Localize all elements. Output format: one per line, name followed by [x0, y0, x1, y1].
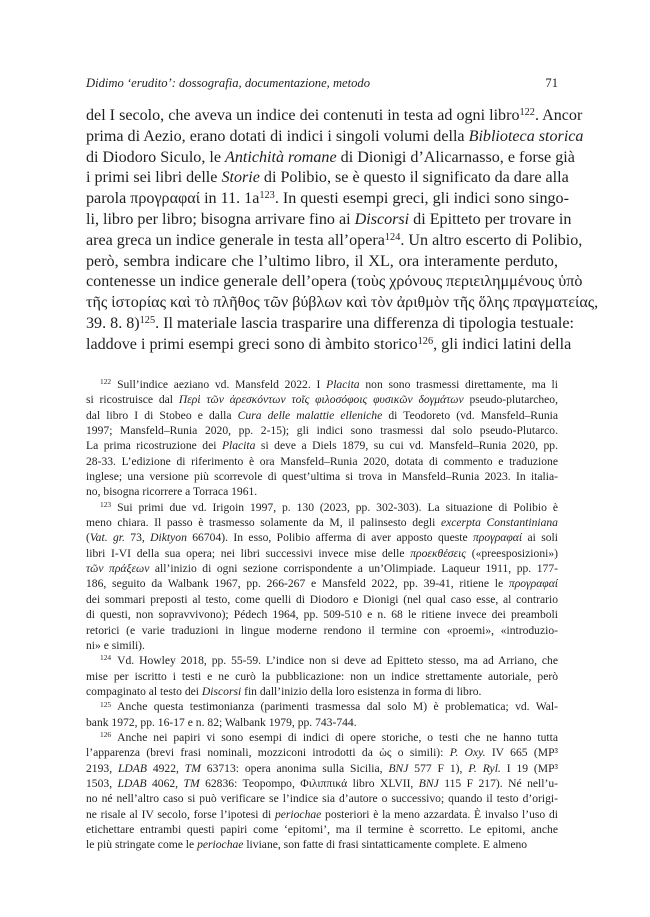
text-run: 2193,: [86, 761, 118, 775]
text-run: («preesposizioni»): [466, 546, 558, 560]
footnote-126: [86, 730, 558, 853]
text-line: [86, 776, 558, 791]
text-run: libri I-VI della sua opera; nei libri successivi invece mise delle: [86, 546, 411, 560]
text-run: compaginato al testo dei: [86, 684, 202, 698]
text-line: [86, 546, 558, 561]
italic-text: excerpta Constantiniana: [440, 516, 558, 530]
text-run: (: [86, 531, 90, 545]
italic-text: Cura delle malattie elleniche: [237, 408, 383, 422]
text-run: 73,: [124, 531, 151, 545]
text-line: [86, 454, 558, 469]
footnote-123: [86, 500, 558, 653]
text-run: , gli indici latini della: [433, 335, 572, 353]
text-run: 39. 8. 8): [86, 314, 140, 332]
footnote-124: [86, 653, 558, 699]
footnote-number: 126: [100, 730, 112, 740]
text-run: laddove i primi esempi greci sono di àmbito storico: [86, 335, 418, 353]
text-run: si ricostruisce dal: [86, 393, 179, 407]
text-run: Anche questa testimonianza (parimenti trasmessa dal solo M) è problematica; vd. Wal-: [117, 700, 558, 714]
text-run: Sui primi due vd. Irigoin 1997, p. 130 (2023, pp. 302-303). La situazione di Polibio è: [117, 500, 558, 514]
italic-text: Vat. gr.: [89, 531, 125, 545]
text-run: Sull’indice aeziano vd. Mansfeld 2022. I: [117, 378, 327, 391]
page-number: 71: [545, 76, 558, 90]
running-head-title: Didimo ‘erudito’: dossografia, documentazione, metodo: [86, 76, 371, 90]
text-run: dal libro I di Stobeo e dalla: [86, 408, 238, 422]
text-run: IV 665 (MP³: [485, 746, 558, 760]
text-run: . Un altro escerto di Polibio,: [400, 231, 583, 249]
italic-text: LDAB: [117, 776, 147, 790]
text-run: 66704). In esso, Polibio afferma di aver apposto queste: [186, 531, 473, 545]
text-run: inglese; una versione più scorrevole di quest’ultima si trova in Mansfeld–Runia 2023. In italia-: [86, 470, 558, 484]
text-run: meno chiara. Il passo è trasmesso solamente da M, il palinsesto degli: [86, 516, 441, 530]
text-run: no, bisogna ricorrere a Torraca 1961.: [86, 485, 258, 499]
text-line: [86, 106, 583, 127]
text-run: no né nell’altro caso si può verificare se l’indice sia d’autore o successivo; quando il testo d’origi-: [86, 792, 558, 806]
footnote-reference: 123: [259, 190, 275, 202]
italic-text: Diktyon: [150, 531, 187, 545]
text-run: Anche nei papiri vi sono esempi di indici di opere storiche, o testi che ne hanno tutta: [117, 730, 558, 744]
italic-text: LDAB: [117, 761, 147, 775]
italic-text: Storie: [221, 169, 260, 187]
text-line: [86, 252, 558, 273]
text-line: [86, 730, 558, 745]
italic-text: προγραφαί: [508, 577, 558, 591]
text-run: fin dall’inizio della loro esistenza in forma di libro.: [241, 684, 482, 698]
text-run: parola προγραφαί in 11. 1a: [86, 190, 260, 208]
text-line: [86, 189, 569, 210]
text-run: area greca un indice generale in testa all’opera: [86, 231, 385, 249]
text-run: . Il materiale lascia trasparire una differenza di tipologia testuale:: [155, 314, 574, 332]
text-run: di Dionigi d’Alicarnasso, e forse già: [336, 148, 575, 166]
text-run: mise per iscritto i testi e ne curò la pubblicazione: non un indice strettamente autoriale, però: [86, 669, 558, 683]
text-line: [86, 561, 558, 576]
italic-text: Biblioteca storica: [468, 127, 584, 145]
text-line: [86, 272, 583, 293]
text-line: [86, 127, 584, 148]
text-run: 115 F 217). Né nell’u-: [438, 776, 558, 790]
text-run: contenesse un indice generale dell’opera (τοὺς χρόνους περιειλημμένους ὑπὸ: [86, 273, 583, 291]
text-line: [86, 761, 558, 776]
text-run: di Diodoro Siculo, le: [86, 148, 226, 166]
italic-text: BNJ: [418, 776, 439, 790]
text-line: [86, 653, 558, 668]
text-line: [86, 469, 558, 484]
footnotes: [86, 377, 558, 853]
text-line: [86, 293, 599, 314]
text-run: però, sembra indicare che l’ultimo libro, il XL, ora interamente perduto,: [86, 252, 558, 270]
footnote-number: 122: [100, 377, 112, 387]
text-line: [86, 715, 558, 730]
text-line: [86, 530, 558, 545]
text-line: [86, 392, 558, 407]
italic-text: Placita: [221, 439, 256, 453]
text-run: La prima ricostruzione dei: [86, 439, 222, 453]
text-line: [86, 500, 558, 515]
text-run: prima di Aezio, erano dotati di indici i singoli volumi della: [86, 127, 469, 145]
text-run: 28-33. L’edizione di riferimento è ora Mansfeld–Runia 2020, dotata di commento e traduzione: [86, 454, 558, 468]
text-line: [86, 745, 558, 760]
text-line: [86, 669, 558, 684]
text-line: [86, 791, 558, 806]
text-run: all’inizio di ogni sezione corrispondente a un’Olimpiade. Laqueur 1911, pp. 177-: [149, 562, 558, 576]
text-run: retorici (e varie traduzioni in lingue moderne rendono il termine con «proemi», «introduzio-: [86, 623, 558, 637]
text-line: [86, 484, 558, 499]
text-line: [86, 210, 572, 231]
text-run: si deve a Diels 1879, su cui vd. Mansfeld–Runia 2020, pp.: [255, 439, 558, 453]
text-run: 1503,: [86, 776, 118, 790]
text-run: di questi, non sopravvivono); Pédech 1964, pp. 509-510 e n. 68 le ritiene invece dei preamboli: [86, 608, 558, 622]
text-run: ne risale al IV secolo, forse l’ipotesi di: [86, 807, 275, 821]
italic-text: TM: [183, 776, 200, 790]
text-line: [86, 423, 558, 438]
text-run: Vd. Howley 2018, pp. 55-59. L’indice non si deve ad Epitteto stesso, ma ad Arriano, che: [117, 654, 558, 668]
text-run: τῆς ἱστορίας καὶ τὸ πλῆθος τῶν βύβλων καὶ τὸν ἀριθμὸν τῆς ὅλης πραγματείας,: [86, 294, 599, 312]
text-run: di Teodoreto (vd. Mansfeld–Runia: [382, 408, 559, 422]
text-run: del I secolo, che aveva un indice dei contenuti in testa ad ogni libro: [86, 107, 520, 124]
text-line: [86, 822, 558, 837]
text-line: [86, 231, 583, 252]
footnote-reference: 125: [139, 314, 156, 326]
text-run: 63713: opera anonima sulla Sicilia,: [200, 761, 389, 775]
text-run: liviane, son fatte di frasi sintatticamente complete. E almeno: [243, 838, 528, 852]
italic-text: P. Ryl.: [468, 761, 501, 775]
text-run: 4062,: [146, 776, 184, 790]
running-head: [86, 76, 558, 96]
italic-text: P. Oxy.: [449, 746, 486, 760]
text-line: [86, 592, 558, 607]
text-line: [86, 148, 575, 169]
text-run: non sono trasmessi direttamente, ma li: [359, 378, 558, 391]
text-run: di Polibio, se è questo il significato da dare alla: [259, 169, 569, 187]
italic-text: Placita: [326, 378, 360, 391]
text-run: ni» e simili).: [86, 638, 145, 652]
text-line: [86, 837, 558, 852]
italic-text: Περὶ τῶν ἀρεσκόντων τοῖς φιλοσόφοις φυσικῶν δογμάτων: [178, 393, 464, 407]
text-run: li, libro per libro; bisogna arrivare fino ai: [86, 210, 355, 228]
text-run: dei sommari preposti al testo, come quelli di Diodoro e Dionigi (nel qual caso esse, al contrario: [86, 592, 558, 606]
text-line: [86, 623, 558, 638]
text-run: . In questi esempi greci, gli indici sono singo-: [274, 190, 569, 208]
text-run: le più stringate come le: [86, 838, 198, 852]
text-run: I 19 (MP³: [500, 761, 558, 775]
italic-text: τῶν πράξεων: [86, 562, 150, 576]
text-run: l’apparenza (brevi frasi nominali, mozziconi introdotti da ὡς o simili):: [86, 746, 450, 760]
text-line: [86, 576, 558, 591]
italic-text: BNJ: [388, 761, 409, 775]
text-run: ai soli: [522, 531, 558, 545]
text-line: [86, 438, 558, 453]
text-line: [86, 807, 558, 822]
text-run: . Ancor: [534, 107, 583, 124]
footnote-reference: 124: [384, 231, 401, 243]
footnote-number: 124: [100, 653, 112, 663]
text-run: i primi sei libri delle: [86, 169, 222, 187]
text-line: [86, 335, 572, 356]
footnote-125: [86, 699, 558, 730]
text-run: pseudo-plutarcheo,: [463, 393, 558, 407]
italic-text: Discorsi: [354, 210, 410, 228]
text-run: bank 1972, pp. 16-17 e n. 82; Walbank 1979, pp. 743-744.: [86, 715, 357, 729]
footnote-122: [86, 377, 558, 500]
footnote-number: 123: [100, 500, 112, 510]
italic-text: periochae: [274, 807, 322, 821]
footnote-number: 125: [100, 699, 112, 709]
text-line: [86, 607, 558, 622]
italic-text: προγραφαί: [472, 531, 523, 545]
text-line: [86, 515, 558, 530]
text-run: 4922,: [146, 761, 185, 775]
footnote-reference: 122: [519, 106, 535, 118]
italic-text: Discorsi: [201, 684, 242, 698]
italic-text: Antichità romane: [225, 148, 337, 166]
italic-text: προεκθέσεις: [410, 546, 466, 560]
text-run: etichettare entrambi questi papiri come ‘epitomi’, ma il termine è scorretto. Le epitomi, anche: [86, 822, 558, 836]
text-line: [86, 168, 569, 189]
text-run: posteriori è la meno azzardata. È invalso l’uso di: [321, 807, 558, 821]
text-run: 186, seguito da Walbank 1967, pp. 266-267 e Mansfeld 2022, pp. 39-41, ritiene le: [86, 577, 509, 591]
text-run: di Epitteto per trovare in: [409, 210, 572, 228]
main-body-text: [86, 106, 599, 356]
text-line: [86, 377, 558, 392]
text-line: [86, 684, 558, 699]
text-run: 62836: Teopompo, Φιλιππικά libro XLVII,: [199, 776, 419, 790]
text-run: 577 F 1),: [408, 761, 469, 775]
italic-text: TM: [184, 761, 201, 775]
text-run: 1997; Mansfeld–Runia 2020, pp. 2-15); gli indici sono trasmessi dal solo pseudo-Plutarco.: [86, 424, 558, 438]
italic-text: periochae: [197, 838, 244, 852]
text-line: [86, 638, 558, 653]
text-line: [86, 699, 558, 714]
text-line: [86, 408, 558, 423]
footnote-reference: 126: [417, 335, 434, 347]
text-line: [86, 314, 574, 335]
